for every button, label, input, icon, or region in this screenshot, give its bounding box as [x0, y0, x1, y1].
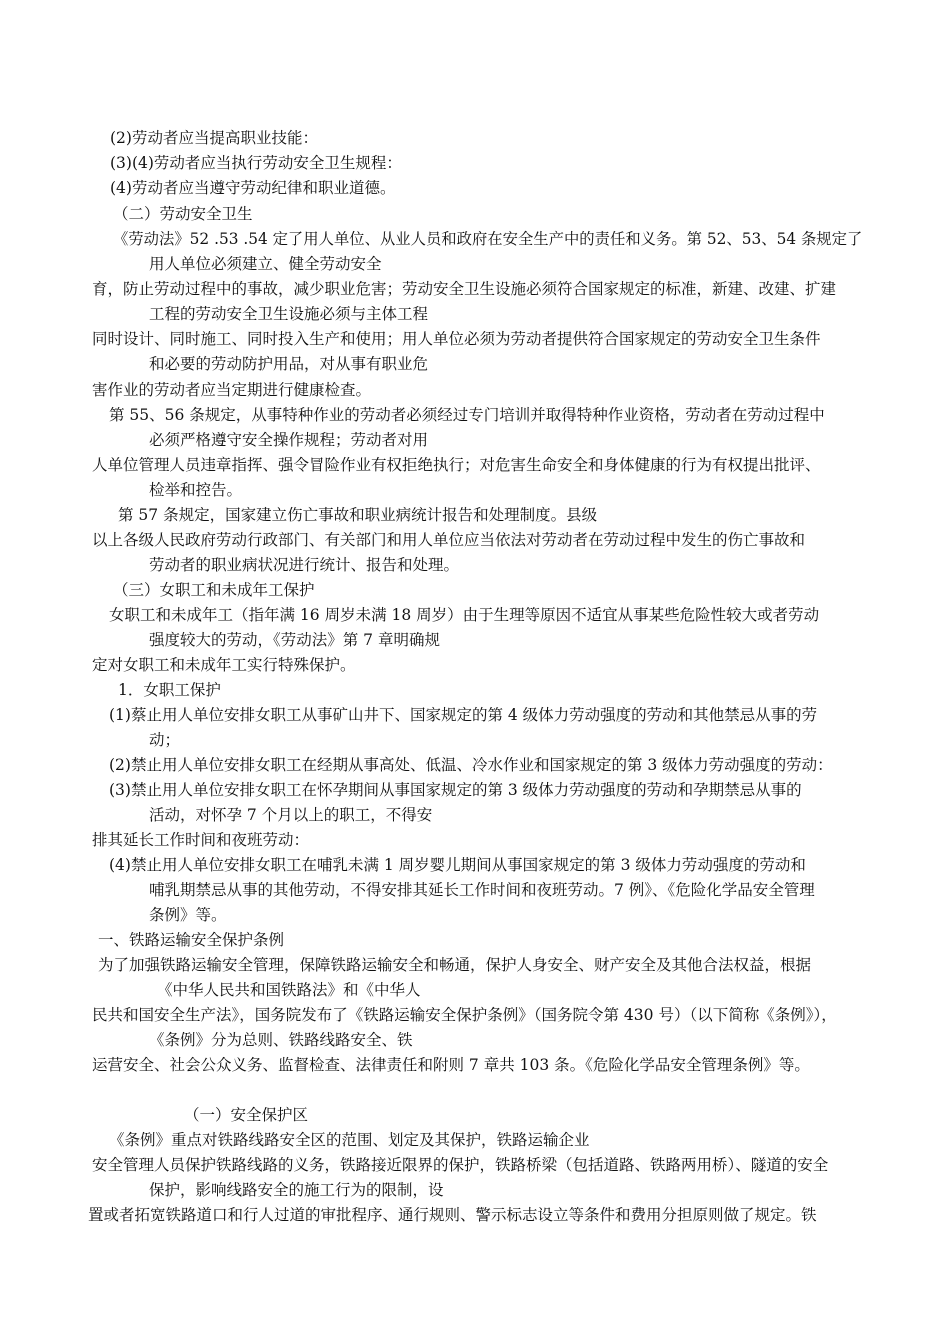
text-line: 《条例》分为总则、铁路线路安全、铁: [149, 1031, 413, 1049]
text-line: 工程的劳动安全卫生设施必须与主体工程: [149, 305, 429, 323]
text-line: (1)蔡止用人单位安排女职工从事矿山井下、国家规定的第 4 级体力劳动强度的劳动和其他禁忌从事的劳: [109, 706, 818, 724]
text-line: 女职工和未成年工（指年满 16 周岁未满 18 周岁）由于生理等原因不适宜从事某些危险性较大或者劳动: [109, 606, 820, 624]
text-line: 哺乳期禁忌从事的其他劳动，不得安排其延长工作时间和夜班劳动。7 例》、《危险化学品安全管理: [149, 881, 815, 899]
text-line: 为了加强铁路运输安全管理，保障铁路运输安全和畅通，保护人身安全、财产安全及其他合法权益，根据: [98, 956, 812, 974]
text-line: 活动，对怀孕 7 个月以上的职工，不得安: [149, 806, 433, 824]
text-line: 强度较大的劳动，《劳动法》第 7 章明确规: [149, 631, 440, 649]
text-line: (3)禁止用人单位安排女职工在怀孕期间从事国家规定的第 3 级体力劳动强度的劳动和孕期禁忌从事的: [109, 781, 802, 799]
text-line: 用人单位必须建立、健全劳动安全: [149, 255, 382, 273]
text-line: 和必要的劳动防护用品，对从事有职业危: [149, 355, 429, 373]
text-line: 人单位管理人员违章指挥、强令冒险作业有权拒绝执行；对危害生命安全和身体健康的行为有权提出批评、: [92, 456, 821, 474]
text-line: 民共和国安全生产法》，国务院发布了《铁路运输安全保护条例》（国务院令第 430 号）（以下简称《条例》），: [92, 1006, 837, 1024]
section-heading: （一）安全保护区: [184, 1106, 309, 1124]
text-line: 第 57 条规定，国家建立伤亡事故和职业病统计报告和处理制度。县级: [118, 506, 598, 524]
text-line: 《劳动法》52 .53 .54 定了用人单位、从业人员和政府在安全生产中的责任和义务。第 52、53、54 条规定了: [113, 230, 863, 248]
text-line: 动；: [149, 731, 181, 749]
section-heading: （三）女职工和未成年工保护: [113, 581, 315, 599]
text-line: 检举和控告。: [149, 481, 243, 499]
section-heading: 1．女职工保护: [118, 681, 221, 699]
text-line: (4)劳动者应当遵守劳动纪律和职业道德。: [110, 179, 396, 197]
text-line: (2)禁止用人单位安排女职工在经期从事高处、低温、冷水作业和国家规定的第 3 级体力劳动强度的劳动：: [109, 756, 833, 774]
text-line: 安全管理人员保护铁路线路的义务，铁路接近限界的保护，铁路桥梁（包括道路、铁路两用桥）、隧道的安全: [92, 1156, 829, 1174]
text-line: (2)劳动者应当提高职业技能：: [110, 129, 318, 147]
text-line: 运营安全、社会公众义务、监督检查、法律责任和附则 7 章共 103 条。《危险化学品安全管理条例》等。: [92, 1056, 810, 1074]
text-line: 置或者拓宽铁路道口和行人过道的审批程序、通行规则、警示标志设立等条件和费用分担原则做了规定。铁: [88, 1206, 817, 1224]
text-line: 第 55、56 条规定，从事特种作业的劳动者必须经过专门培训并取得特种作业资格，劳动者在劳动过程中: [109, 406, 825, 424]
text-line: (3)(4)劳动者应当执行劳动安全卫生规程：: [110, 154, 402, 172]
text-line: (4)禁止用人单位安排女职工在哺乳未满 1 周岁婴儿期间从事国家规定的第 3 级体力劳动强度的劳动和: [109, 856, 806, 874]
text-line: 同时设计、同时施工、同时投入生产和使用；用人单位必须为劳动者提供符合国家规定的劳动安全卫生条件: [92, 330, 821, 348]
text-line: 劳动者的职业病状况进行统计、报告和处理。: [149, 556, 460, 574]
text-line: 排其延长工作时间和夜班劳动：: [92, 831, 310, 849]
text-line: 《中华人民共和国铁路法》和《中华人: [157, 981, 421, 999]
text-line: 保护，影响线路安全的施工行为的限制，设: [149, 1181, 444, 1199]
text-line: 以上各级人民政府劳动行政部门、有关部门和用人单位应当依法对劳动者在劳动过程中发生的伤亡事故和: [92, 531, 806, 549]
text-line: 必须严格遵守安全操作规程；劳动者对用: [149, 431, 429, 449]
text-line: 《条例》重点对铁路线路安全区的范围、划定及其保护，铁路运输企业: [109, 1131, 590, 1149]
text-line: 害作业的劳动者应当定期进行健康检查。: [92, 381, 372, 399]
text-line: 育，防止劳动过程中的事故，减少职业危害；劳动安全卫生设施必须符合国家规定的标准，新建、改建、扩建: [92, 280, 837, 298]
section-heading: 一、铁路运输安全保护条例: [98, 931, 285, 949]
text-line: 定对女职工和未成年工实行特殊保护。: [92, 656, 356, 674]
text-line: 条例》等。: [149, 906, 227, 924]
section-heading: （二）劳动安全卫生: [113, 205, 253, 223]
